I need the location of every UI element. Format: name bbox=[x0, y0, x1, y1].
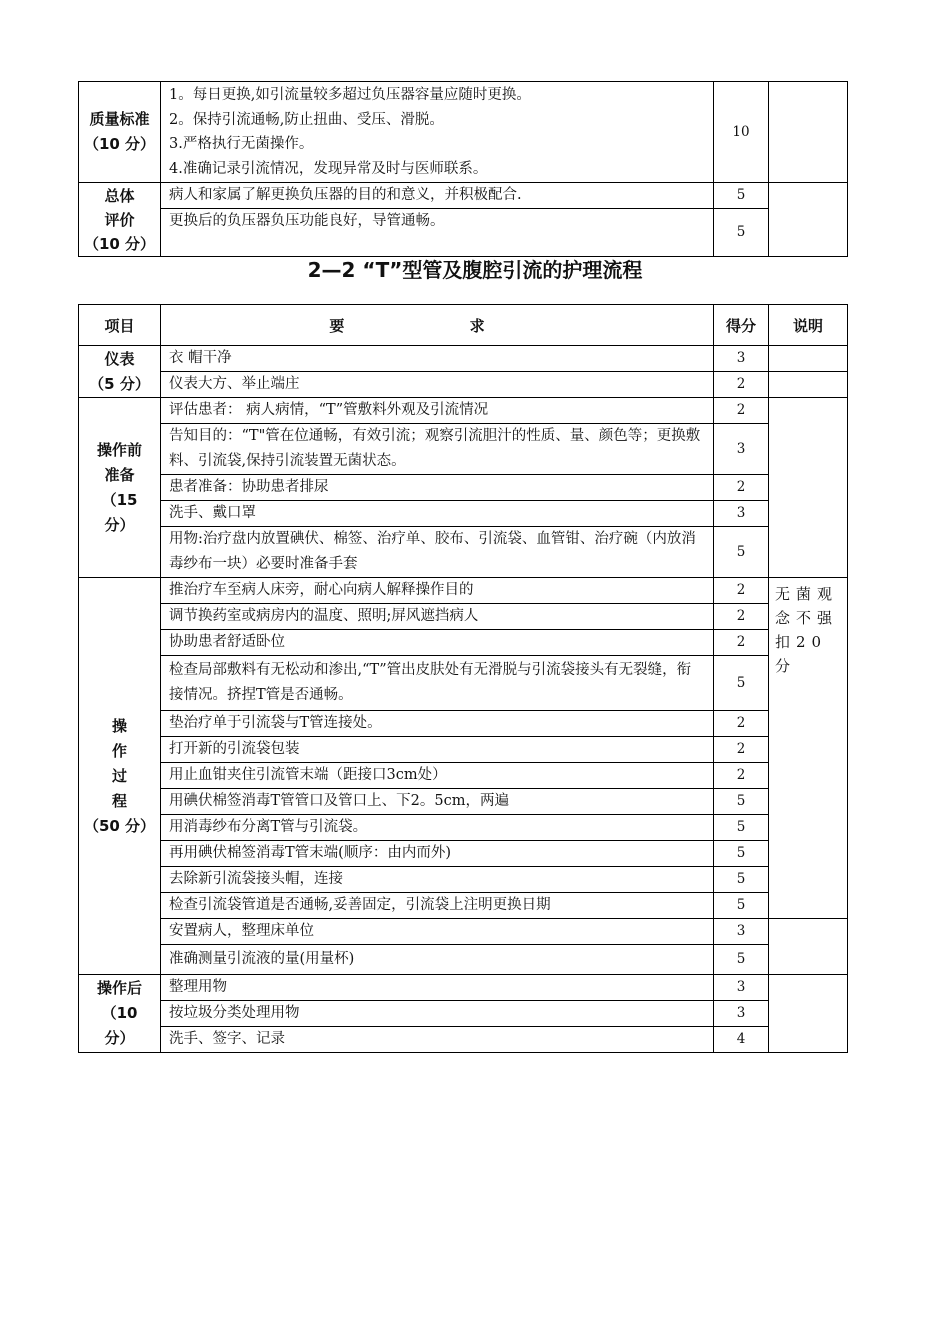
list-item: 4.准确记录引流情况，发现异常及时与医师联系。 bbox=[169, 160, 488, 177]
list-item: 3.严格执行无菌操作。 bbox=[169, 136, 314, 152]
requirement-cell: 患者准备：协助患者排尿 bbox=[161, 475, 714, 501]
category-line: （15 bbox=[101, 490, 138, 509]
header-requirement-label: 要 求 bbox=[329, 316, 545, 335]
score-cell: 2 bbox=[714, 475, 769, 501]
score-cell: 5 bbox=[714, 183, 769, 209]
score-cell: 5 bbox=[714, 867, 769, 893]
score-cell: 2 bbox=[714, 630, 769, 656]
category-line: （50 分） bbox=[83, 816, 156, 835]
section-title: 2—2 “T”型管及腹腔引流的护理流程 bbox=[307, 258, 643, 282]
score-cell: 5 bbox=[714, 841, 769, 867]
category-line: 总体 bbox=[104, 186, 135, 205]
category-line: 操作前 bbox=[96, 440, 142, 459]
score-cell: 3 bbox=[714, 919, 769, 945]
top-table bbox=[78, 81, 848, 257]
category-line: 质量标准 bbox=[89, 110, 150, 128]
requirement-cell: 调节换药室或病房内的温度、照明;屏风遮挡病人 bbox=[161, 604, 714, 630]
score-cell: 2 bbox=[714, 372, 769, 398]
category-line: 过 bbox=[111, 766, 127, 785]
note-cell bbox=[769, 398, 848, 578]
process-note: 无菌观念不强扣20分 bbox=[769, 578, 848, 919]
score-cell: 3 bbox=[714, 975, 769, 1001]
note-cell bbox=[769, 183, 848, 257]
quality-standard-category bbox=[79, 82, 161, 183]
requirement-cell: 再用碘伏棉签消毒T管末端(顺序：由内而外) bbox=[161, 841, 714, 867]
score-cell: 2 bbox=[714, 711, 769, 737]
score-cell: 5 bbox=[714, 789, 769, 815]
category-line: 准备 bbox=[104, 465, 135, 484]
requirement-cell: 更换后的负压器负压功能良好，导管通畅。 bbox=[161, 209, 714, 257]
score-cell: 5 bbox=[714, 209, 769, 257]
overall-category bbox=[79, 183, 161, 257]
requirement-cell: 推治疗车至病人床旁，耐心向病人解释操作目的 bbox=[161, 578, 714, 604]
requirement-cell: 检查引流袋管道是否通畅,妥善固定，引流袋上注明更换日期 bbox=[161, 893, 714, 919]
score-cell: 4 bbox=[714, 1027, 769, 1053]
score-cell: 2 bbox=[714, 763, 769, 789]
requirement-cell: 去除新引流袋接头帽，连接 bbox=[161, 867, 714, 893]
requirement-cell: 用碘伏棉签消毒T管管口及管口上、下2。5cm，两遍 bbox=[161, 789, 714, 815]
requirement-cell: 评估患者： 病人病情，“T”管敷料外观及引流情况 bbox=[161, 398, 714, 424]
requirement-cell: 仪表大方、举止端庄 bbox=[161, 372, 714, 398]
requirement-cell: 洗手、签字、记录 bbox=[161, 1027, 714, 1053]
list-item: 1。每日更换,如引流量较多超过负压器容量应随时更换。 bbox=[169, 87, 531, 103]
requirement-cell: 整理用物 bbox=[161, 975, 714, 1001]
preparation-category bbox=[79, 398, 161, 578]
note-cell bbox=[769, 82, 848, 183]
header-item: 项目 bbox=[79, 305, 161, 346]
header-requirement bbox=[161, 305, 714, 346]
score-cell: 3 bbox=[714, 346, 769, 372]
requirement-cell: 协助患者舒适卧位 bbox=[161, 630, 714, 656]
score-cell: 3 bbox=[714, 501, 769, 527]
note-cell bbox=[769, 975, 848, 1053]
score-cell: 5 bbox=[714, 945, 769, 975]
requirement-cell: 检查局部敷料有无松动和渗出,“T”管出皮肤处有无滑脱与引流袋接头有无裂缝，衔接情况。挤捏T管是否通畅。 bbox=[161, 656, 714, 711]
note-cell bbox=[769, 346, 848, 372]
score-cell: 5 bbox=[714, 893, 769, 919]
score-cell: 10 bbox=[714, 82, 769, 183]
header-note: 说明 bbox=[769, 305, 848, 346]
category-line: 评价 bbox=[104, 210, 135, 229]
note-cell bbox=[769, 919, 848, 975]
category-line: 作 bbox=[111, 741, 127, 760]
note-cell bbox=[769, 372, 848, 398]
score-cell: 2 bbox=[714, 604, 769, 630]
category-line: 操作后 bbox=[96, 979, 142, 997]
score-cell: 2 bbox=[714, 737, 769, 763]
category-line: （5 分） bbox=[89, 374, 150, 393]
score-cell: 5 bbox=[714, 527, 769, 578]
requirement-cell: 洗手、戴口罩 bbox=[161, 501, 714, 527]
requirement-cell: 准确测量引流液的量(用量杯) bbox=[161, 945, 714, 975]
category-line: 分） bbox=[104, 515, 135, 534]
quality-standard-items bbox=[161, 82, 714, 183]
category-line: 仪表 bbox=[104, 349, 135, 368]
score-cell: 3 bbox=[714, 1001, 769, 1027]
category-line: （10 分） bbox=[83, 135, 156, 153]
main-table bbox=[78, 304, 848, 1053]
score-cell: 3 bbox=[714, 424, 769, 475]
appearance-category bbox=[79, 346, 161, 398]
requirement-cell: 安置病人，整理床单位 bbox=[161, 919, 714, 945]
requirement-cell: 用止血钳夹住引流管末端（距接口3cm处） bbox=[161, 763, 714, 789]
score-cell: 5 bbox=[714, 815, 769, 841]
header-score: 得分 bbox=[714, 305, 769, 346]
category-line: 程 bbox=[111, 791, 127, 810]
requirement-cell: 垫治疗单于引流袋与T管连接处。 bbox=[161, 711, 714, 737]
requirement-cell: 用物:治疗盘内放置碘伏、棉签、治疗单、胶布、引流袋、血管钳、治疗碗（内放消毒纱布一块）必要时准备手套 bbox=[161, 527, 714, 578]
category-line: （10 分） bbox=[83, 234, 156, 253]
category-line: 操 bbox=[111, 716, 127, 735]
requirement-cell: 告知目的：“T"管在位通畅，有效引流；观察引流胆汁的性质、量、颜色等；更换敷料、引流袋,保持引流装置无菌状态。 bbox=[161, 424, 714, 475]
requirement-cell: 病人和家属了解更换负压器的目的和意义，并积极配合. bbox=[161, 183, 714, 209]
after-category bbox=[79, 975, 161, 1053]
requirement-cell: 打开新的引流袋包装 bbox=[161, 737, 714, 763]
process-category bbox=[79, 578, 161, 975]
score-cell: 2 bbox=[714, 578, 769, 604]
list-item: 2。保持引流通畅,防止扭曲、受压、滑脱。 bbox=[169, 111, 444, 128]
category-line: 分） bbox=[104, 1029, 135, 1047]
requirement-cell: 用消毒纱布分离T管与引流袋。 bbox=[161, 815, 714, 841]
score-cell: 5 bbox=[714, 656, 769, 711]
requirement-cell: 衣 帽干净 bbox=[161, 346, 714, 372]
category-line: （10 bbox=[101, 1004, 138, 1022]
requirement-cell: 按垃圾分类处理用物 bbox=[161, 1001, 714, 1027]
score-cell: 2 bbox=[714, 398, 769, 424]
